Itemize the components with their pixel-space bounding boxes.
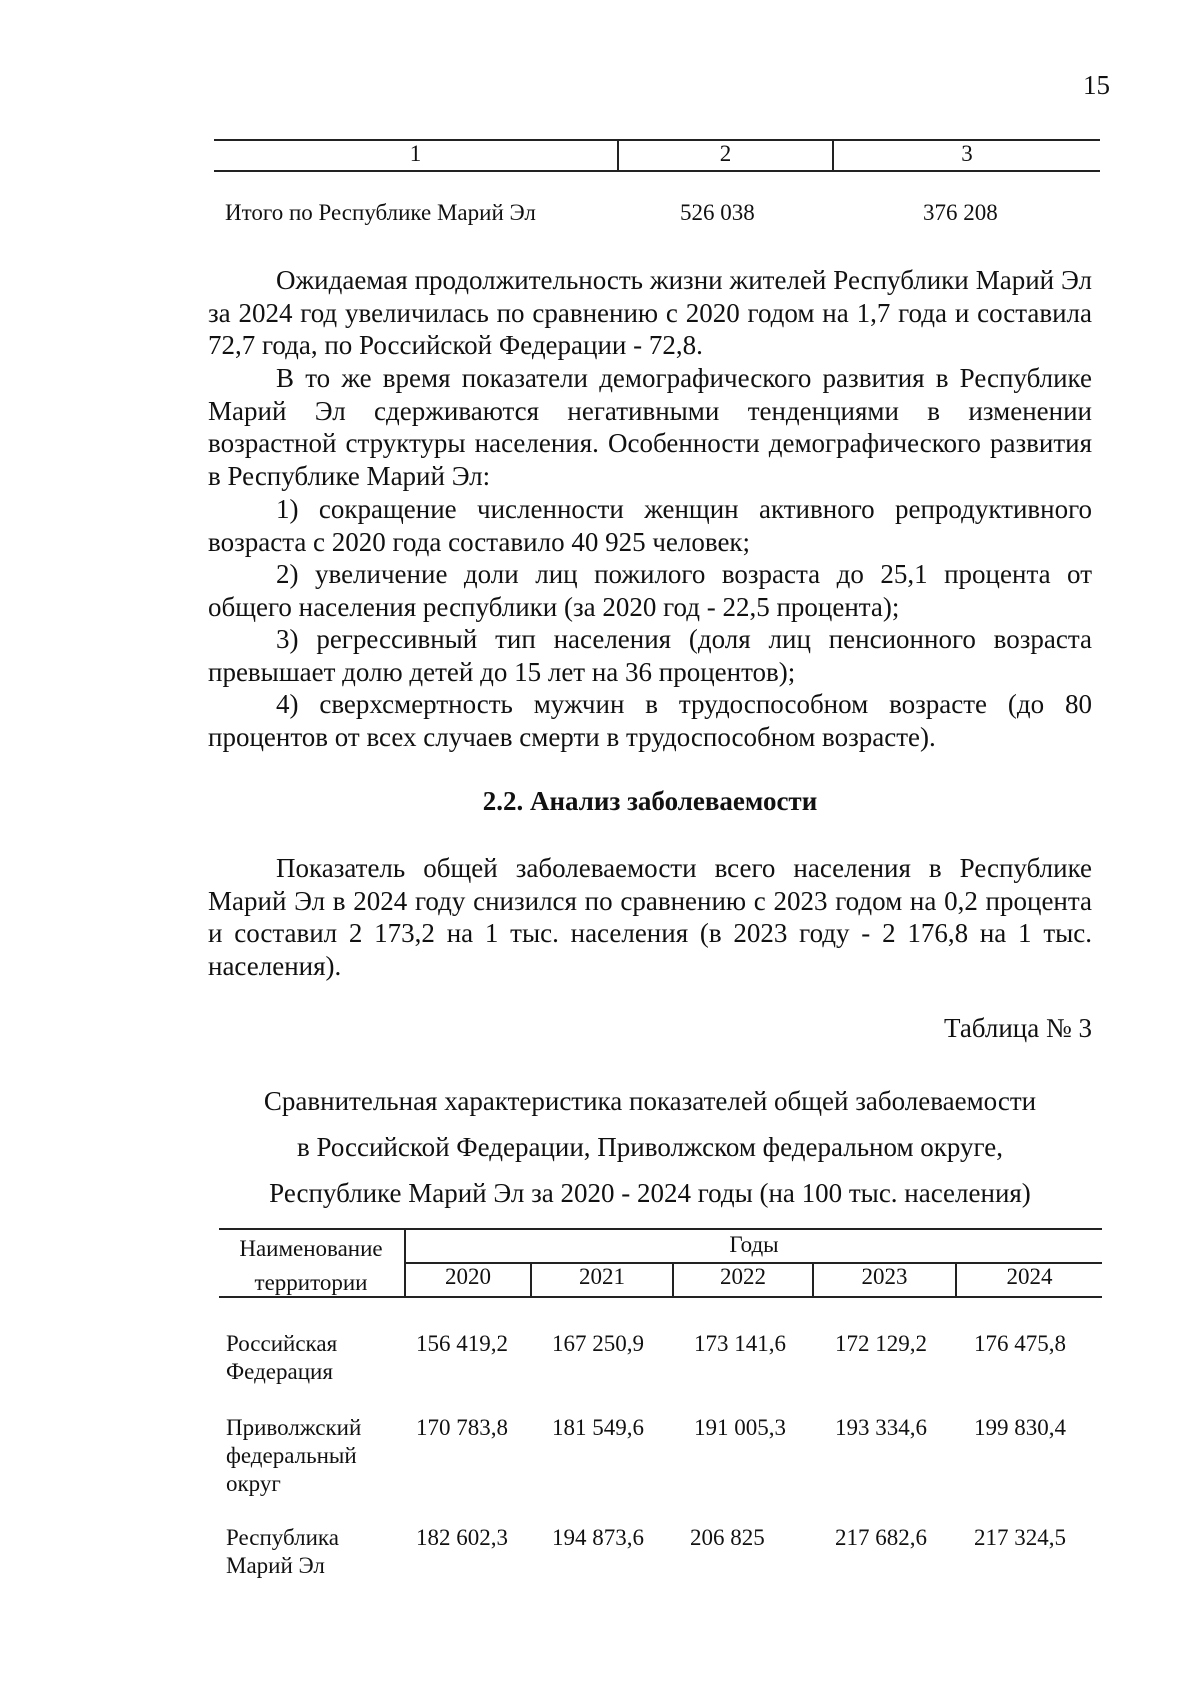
column-number: 1 [409,141,422,166]
section-heading: 2.2. Анализ заболеваемости [482,786,818,816]
paragraph-text: Показатель общей заболеваемости всего населения в Республике Марий Эл в 2024 году снизился по сравнению с 2023 годом на 0,2 процента и составил 2 173,2 на 1 тыс. населения (в 2023 году - 2 176,8 на 1 тыс. населения). [208,853,1092,981]
row-territory-name: Российская Федерация [226,1331,338,1384]
table-value: 191 005,3 [694,1415,786,1440]
table-value: 193 334,6 [835,1415,927,1440]
table-value: 172 129,2 [835,1331,927,1356]
total-row-col2: 526 038 [680,200,755,225]
table-label: Таблица № 3 [944,1013,1092,1043]
header-year: 2020 [445,1264,491,1289]
column-number: 3 [961,141,973,166]
header-year: 2024 [1006,1264,1053,1289]
column-number: 2 [719,141,732,166]
caption-line: Сравнительная характеристика показателей общей заболеваемости [263,1086,1037,1116]
list-item-text: 3) регрессивный тип населения (доля лиц пенсионного возраста превышает долю детей до 15 лет на 36 процентов); [208,624,1092,687]
table-caption [208,1078,1092,1216]
caption-line: Республике Марий Эл за 2020 - 2024 годы (на 100 тыс. населения) [269,1178,1031,1208]
table-value: 199 830,4 [974,1415,1066,1440]
list-item-1 [208,493,1092,558]
table-value: 206 825 [690,1525,765,1550]
header-year: 2023 [861,1264,908,1289]
caption-line: в Российской Федерации, Приволжском федеральном округе, [296,1132,1003,1162]
list-item-text: 1) сокращение численности женщин активного репродуктивного возраста с 2020 года составило 40 925 человек; [208,494,1092,557]
total-row-label: Итого по Республике Марий Эл [225,200,536,225]
list-item-4 [208,688,1092,753]
paragraph-text: В то же время показатели демографического развития в Республике Марий Эл сдерживаются негативными тенденциями в изменении возрастной структуры населения. Особенности демографического развития в Республике Марий Эл: [208,363,1092,491]
list-item-3 [208,623,1092,688]
table-top-rule [219,1228,1102,1230]
row-territory-name: Приволжский федеральный округ [226,1415,362,1496]
list-item-2 [208,558,1092,623]
table-value: 217 324,5 [974,1525,1066,1550]
list-item-text: 4) сверхсмертность мужчин в трудоспособном возрасте (до 80 процентов от всех случаев смерти в трудоспособном возрасте). [208,689,1092,752]
table-value: 217 682,6 [835,1525,927,1550]
paragraph-demography [208,362,1092,492]
table-value: 176 475,8 [974,1331,1066,1356]
page-number: 15 [1083,70,1110,100]
header-year: 2021 [579,1264,625,1289]
table-header-bottom-rule [214,170,1100,172]
paragraph-life-expectancy [208,264,1092,362]
total-row-col3: 376 208 [923,200,998,225]
paragraph-text: Ожидаемая продолжительность жизни жителей Республики Марий Эл за 2024 год увеличилась по сравнению с 2020 годом на 1,7 года и составила 72,7 года, по Российской Федерации - 72,8. [208,265,1092,360]
paragraph-morbidity [208,852,1092,982]
header-year: 2022 [720,1264,766,1289]
row-territory-name: Республика Марий Эл [226,1525,339,1578]
header-years-group: Годы [729,1232,779,1257]
table-value: 182 602,3 [416,1525,508,1550]
table-value: 167 250,9 [552,1331,644,1356]
table-value: 181 549,6 [552,1415,644,1440]
list-item-text: 2) увеличение доли лиц пожилого возраста до 25,1 процента от общего населения республики (за 2020 год - 22,5 процента); [208,559,1092,622]
table-value: 156 419,2 [416,1331,508,1356]
header-territory: Наименование территории [239,1236,383,1295]
table-value: 194 873,6 [552,1525,644,1550]
table-value: 170 783,8 [416,1415,508,1440]
table-value: 173 141,6 [694,1331,786,1356]
